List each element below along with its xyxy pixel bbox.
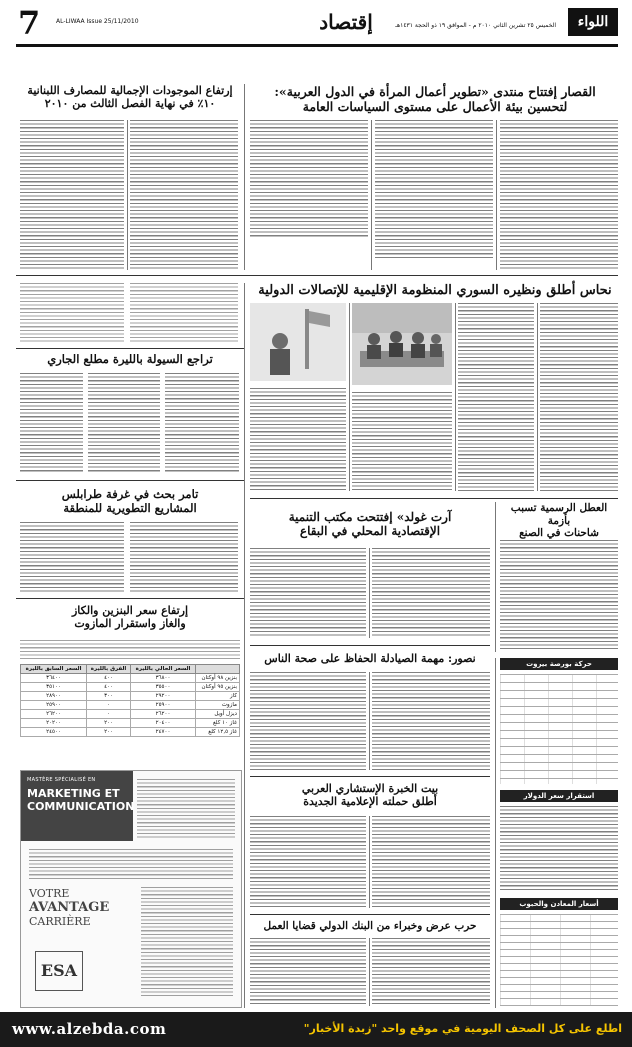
text-block bbox=[500, 540, 618, 650]
table-row: بنزين ٩٥ أوكتان ٣٥٥٠٠ ٤٠٠ ٣٥١٠٠ bbox=[21, 683, 240, 692]
table-row: مازوت ٢٥٩٠٠ ٠ ٢٥٩٠٠ bbox=[21, 701, 240, 710]
arab-house-headline: بيت الخبرة الإستشاري العربي أطلق حملته الإعلامية الجديدة bbox=[301, 782, 439, 809]
footer-url[interactable]: www.alzebda.com bbox=[12, 1020, 167, 1038]
text-block bbox=[130, 120, 238, 270]
text-block bbox=[130, 522, 238, 592]
fuel-col-header: الفرق بالليرة bbox=[87, 665, 131, 674]
date-line: الخميس ٢٥ تشرين الثاني ٢٠١٠ م - الموافق ١٩ ذو الحجة ١٤٣١هـ bbox=[395, 22, 556, 29]
table-row: كاز ٢٩٢٠٠ ٣٠٠ ٢٨٩٠٠ bbox=[21, 692, 240, 701]
fuel-headline: إرتفاع سعر البنزين والكاز والغاز واستقرار المازوت bbox=[72, 604, 188, 631]
dollar-header: استقرار سعر الدولار bbox=[500, 790, 618, 802]
beirut-exchange-table bbox=[500, 674, 618, 784]
esa-advertisement[interactable] bbox=[20, 770, 242, 1008]
text-block bbox=[375, 120, 493, 258]
tripoli-headline: تامر بحث في غرفة طرابلس المشاريع التطويرية للمنطقة bbox=[61, 487, 199, 515]
text-block bbox=[20, 522, 124, 592]
table-row: غاز ١٢,٥ كلغ ٢٤٧٠٠ ٢٠٠ ٢٤٥٠٠ bbox=[21, 728, 240, 737]
text-block bbox=[20, 640, 240, 660]
deposits-headline: إرتفاع الموجودات الإجمالية للمصارف اللبنانية ١٠٪ في نهاية الفصل الثالث من ٢٠١٠ bbox=[27, 84, 233, 111]
text-block bbox=[165, 373, 239, 473]
footer-banner bbox=[0, 1012, 632, 1047]
market-headline: تراجع السيولة بالليرة مطلع الجاري bbox=[47, 352, 213, 366]
masthead bbox=[16, 6, 618, 46]
footer-tagline: اطلع على كل الصحف اليومية في موقع واحد "زبدة الأخبار" bbox=[303, 1022, 622, 1035]
text-block bbox=[500, 120, 618, 270]
fuel-col-header: السعر الحالي بالليرة bbox=[131, 665, 196, 674]
text-block bbox=[250, 938, 366, 1006]
text-block bbox=[250, 548, 366, 638]
text-block bbox=[250, 388, 346, 490]
pharma-headline: نصور: مهمة الصيادلة الحفاظ على صحة الناس bbox=[264, 652, 476, 665]
page-number: 7 bbox=[18, 4, 41, 42]
esa-logo: ESA bbox=[35, 951, 83, 991]
text-block bbox=[540, 303, 618, 491]
text-block bbox=[250, 672, 366, 770]
women-forum-headline: القصار إفتتاح منتدى «تطوير أعمال المرأة في الدول العربية»: لتحسين بيئة الأعمال على مستوى السياسات العامة bbox=[274, 84, 596, 114]
text-block bbox=[372, 548, 490, 638]
text-block bbox=[250, 816, 366, 908]
artgold-headline: آرت غولد» إفتتحت مكتب التنمية الإقتصادية المحلي في البقاع bbox=[288, 510, 452, 539]
text-block bbox=[20, 373, 83, 473]
text-block bbox=[372, 672, 490, 770]
ad-title-block: MASTÈRE SPÉCIALISÉ EN MARKETING ET COMMUNICATION bbox=[21, 771, 133, 841]
table-row: بنزين ٩٨ أوكتان ٣٦٨٠٠ ٤٠٠ ٣٦٤٠٠ bbox=[21, 674, 240, 683]
text-block bbox=[20, 283, 124, 343]
paper-latin-line: AL-LIWAA Issue 25/11/2010 bbox=[56, 18, 139, 25]
beirut-exchange-header: حركة بورصة بيروت bbox=[500, 658, 618, 670]
bakeries-headline: العطل الرسمية تسبب بأزمة شاحنات في الصنع bbox=[510, 502, 608, 540]
fuel-col-header: السعر السابق بالليرة bbox=[21, 665, 87, 674]
fuel-price-table bbox=[20, 664, 240, 737]
text-block bbox=[88, 373, 160, 473]
section-title: إقتصاد bbox=[319, 10, 373, 34]
telecom-headline: نحاس أطلق ونظيره السوري المنظومة الإقليمية للإتصالات الدولية bbox=[258, 283, 612, 298]
text-block bbox=[372, 816, 490, 908]
table-row: غاز ١٠ كلغ ٢٠٤٠٠ ٢٠٠ ٢٠٢٠٠ bbox=[21, 719, 240, 728]
worldbank-headline: حرب عرض وخبراء من البنك الدولي قضايا العمل bbox=[263, 920, 477, 932]
text-block bbox=[20, 120, 124, 270]
table-row: ديزل أويل ٢٦٢٠٠ ٠ ٢٦٢٠٠ bbox=[21, 710, 240, 719]
text-block bbox=[500, 806, 618, 890]
ad-tagline: VOTRE AVANTAGE CARRIÈRE bbox=[29, 887, 110, 928]
masthead-rule bbox=[16, 44, 618, 47]
text-block bbox=[352, 392, 452, 490]
telecom-photo-2 bbox=[250, 303, 346, 381]
metals-header: أسعار المعادن والحبوب bbox=[500, 898, 618, 910]
metals-table bbox=[500, 914, 618, 1006]
text-block bbox=[130, 283, 238, 343]
text-block bbox=[372, 938, 490, 1006]
text-block bbox=[458, 303, 534, 491]
telecom-photo bbox=[352, 303, 452, 385]
paper-logo: اللواء bbox=[568, 8, 618, 36]
text-block bbox=[250, 120, 368, 238]
